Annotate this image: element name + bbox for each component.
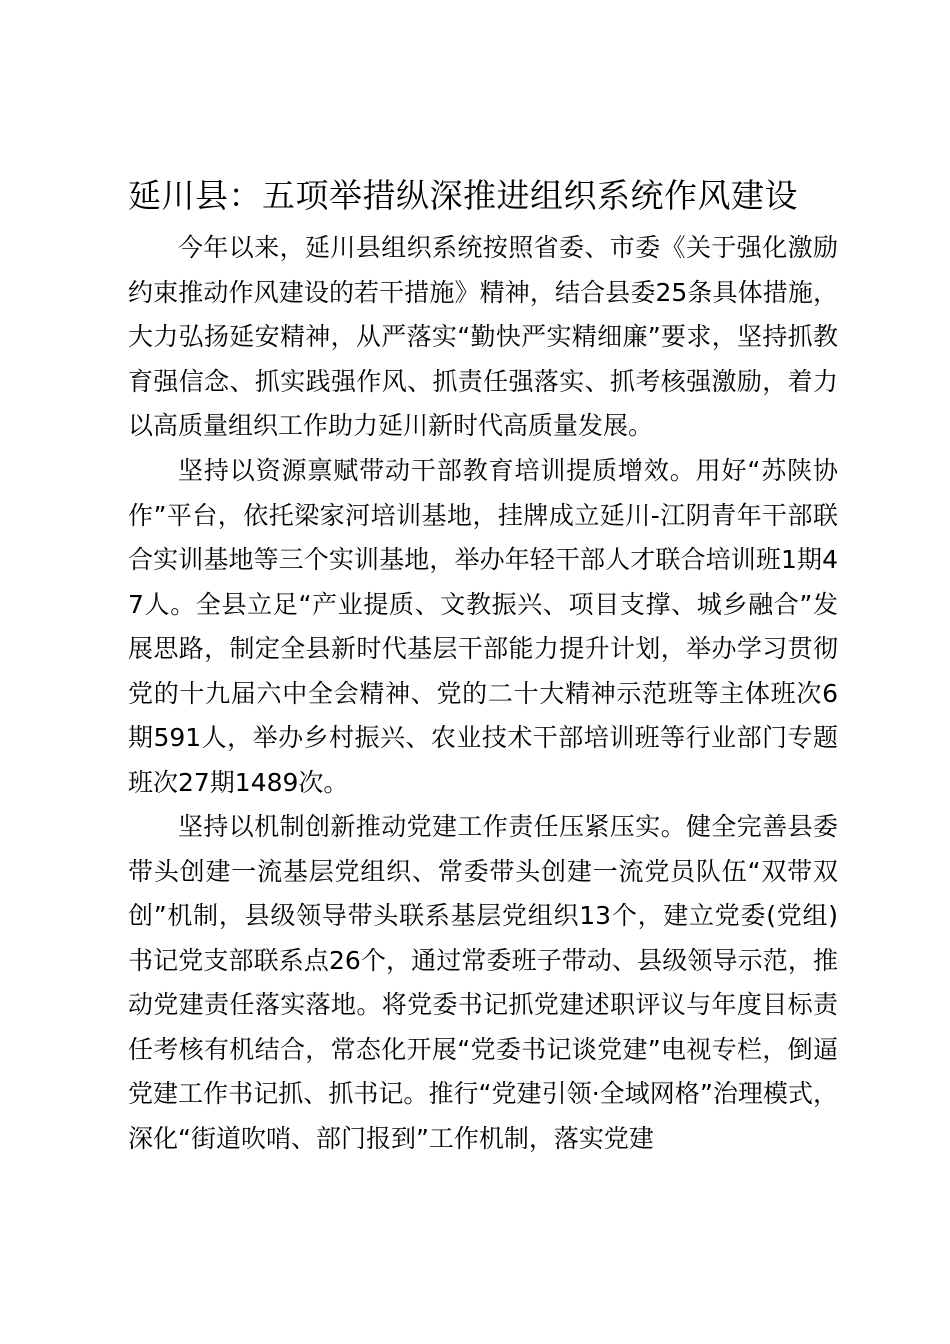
paragraph-intro: 今年以来，延川县组织系统按照省委、市委《关于强化激励约束推动作风建设的若干措施》精神，结合县委25条具体措施，大力弘扬延安精神，从严落实“勤快严实精细廉”要求，坚持抓教育强信念、抓实践强作风、抓责任强落实、抓考核强激励，着力以高质量组织工作助力延川新时代高质量发展。 xyxy=(128,233,838,440)
paragraph-training: 坚持以资源禀赋带动干部教育培训提质增效。用好“苏陕协作”平台，依托梁家河培训基地，挂牌成立延川-江阴青年干部联合实训基地等三个实训基地，举办年轻干部人才联合培训班1期47人。全县立足“产业提质、文教振兴、项目支撑、城乡融合”发展思路，制定全县新时代基层干部能力提升计划，举办学习贯彻党的十九届六中全会精神、党的二十大精神示范班等主体班次6期591人，举办乡村振兴、农业技术干部培训班等行业部门专题班次27期1489次。 xyxy=(128,456,838,797)
paragraph-mechanism: 坚持以机制创新推动党建工作责任压紧压实。健全完善县委带头创建一流基层党组织、常委带头创建一流党员队伍“双带双创”机制，县级领导带头联系基层党组织13个，建立党委(党组)书记党支部联系点26个，通过常委班子带动、县级领导示范，推动党建责任落实落地。将党委书记抓党建述职评议与年度目标责任考核有机结合，常态化开展“党委书记谈党建”电视专栏，倒逼党建工作书记抓、抓书记。推行“党建引领·全域网格”治理模式，深化“街道吹哨、部门报到”工作机制，落实党建 xyxy=(128,812,838,1153)
document-title: 延川县：五项举措纵深推进组织系统作风建设 xyxy=(128,176,798,215)
